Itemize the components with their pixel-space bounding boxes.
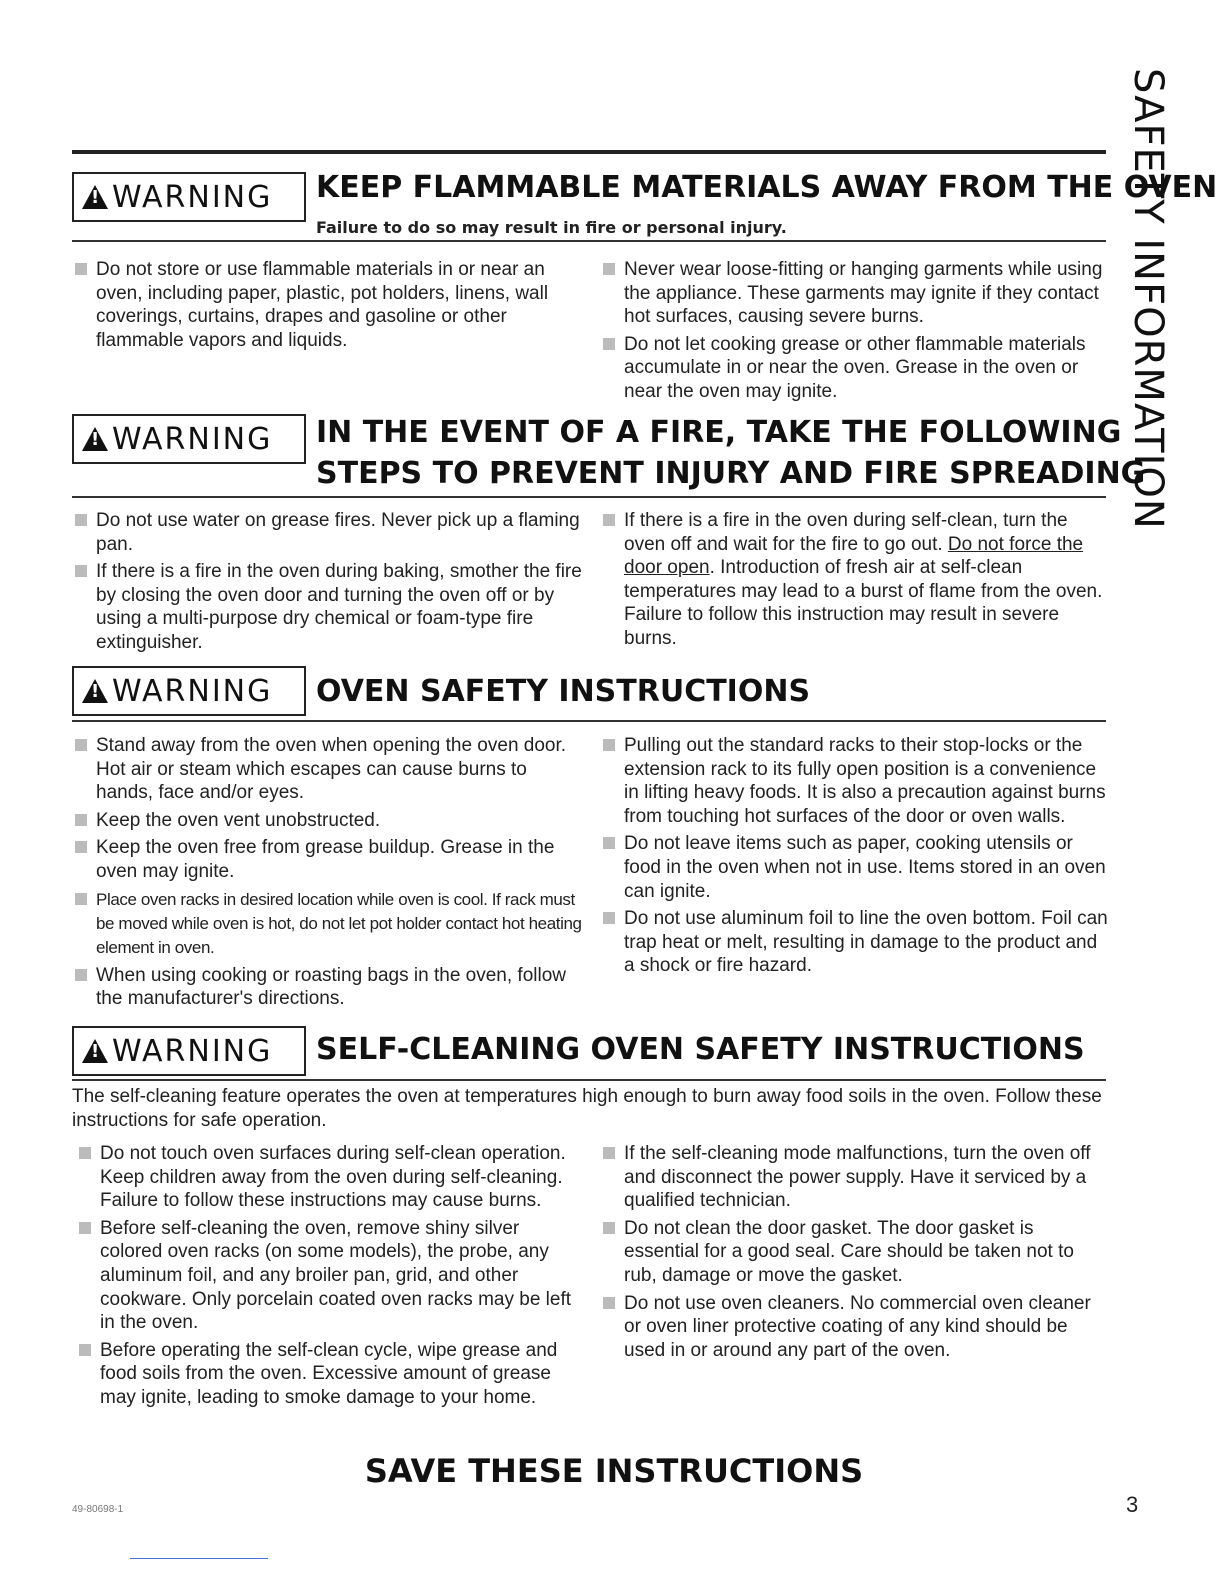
section-4-left-column <box>76 1142 582 1414</box>
section-4-right-column <box>600 1142 1110 1366</box>
section-subheading: Failure to do so may result in fire or personal injury. <box>316 218 787 237</box>
warning-box <box>72 1026 306 1076</box>
list-item: Keep the oven free from grease buildup. Grease in the oven may ignite. <box>72 836 582 883</box>
list-item: Do not let cooking grease or other flammable materials accumulate in or near the oven. Grease in the oven or near the oven may ignite. <box>600 333 1110 404</box>
list-item: Do not store or use flammable materials in or near an oven, including paper, plastic, pot holders, linens, wall coverings, curtains, drapes and gasoline or other flammable vapors and liquids. <box>72 258 582 352</box>
list-item: Do not touch oven surfaces during self-clean operation. Keep children away from the oven during self-cleaning. Failure to follow these instructions may cause burns. <box>76 1142 582 1213</box>
list-item <box>600 509 1110 651</box>
scan-mark-line <box>130 1558 268 1559</box>
item-text: If there is a fire in the oven during self-clean, turn the oven off and wait for the fire to go out. <box>624 510 1068 555</box>
section-heading-line-2: STEPS TO PREVENT INJURY AND FIRE SPREADING <box>316 456 1146 491</box>
section-rule <box>72 240 1106 242</box>
section-2-right-column <box>600 509 1110 655</box>
section-2-left-column <box>72 509 582 659</box>
list-item: If the self-cleaning mode malfunctions, turn the oven off and disconnect the power supply. Have it serviced by a qualified technician. <box>600 1142 1110 1213</box>
list-item: Place oven racks in desired location while oven is cool. If rack must be moved while oven is hot, do not let pot holder contact hot heating element in oven. <box>72 888 582 960</box>
self-clean-intro: The self-cleaning feature operates the oven at temperatures high enough to burn away food soils in the oven. Follow these instructions for safe operation. <box>72 1086 1102 1131</box>
warning-triangle-icon <box>82 679 108 703</box>
list-item: Pulling out the standard racks to their stop-locks or the extension rack to its fully open position is a convenience in lifting heavy foods. It is also a precaution against burns from touching hot surfaces of the door or oven walls. <box>600 734 1110 828</box>
section-rule <box>72 720 1106 722</box>
section-rule <box>72 1079 1106 1081</box>
section-3-left-column <box>72 734 582 1015</box>
list-item: Do not clean the door gasket. The door gasket is essential for a good seal. Care should be taken not to rub, damage or move the gasket. <box>600 1217 1110 1288</box>
warning-triangle-icon <box>82 1039 108 1063</box>
list-item: Never wear loose-fitting or hanging garments while using the appliance. These garments may ignite if they contact hot surfaces, causing severe burns. <box>600 258 1110 329</box>
section-heading-line-1: IN THE EVENT OF A FIRE, TAKE THE FOLLOWING <box>316 415 1122 450</box>
side-tab-safety-information: SAFETY INFORMATION <box>1125 68 1171 530</box>
warning-box <box>72 414 306 464</box>
warning-box <box>72 666 306 716</box>
section-3-right-column <box>600 734 1110 982</box>
section-1-left-column <box>72 258 582 356</box>
warning-label: WARNING <box>112 673 273 709</box>
list-item: Do not use oven cleaners. No commercial oven cleaner or oven liner protective coating of any kind should be used in or around any part of the oven. <box>600 1292 1110 1363</box>
list-item: If there is a fire in the oven during baking, smother the fire by closing the oven door and turning the oven off or by using a multi-purpose dry chemical or foam-type fire extinguisher. <box>72 560 582 654</box>
warning-triangle-icon <box>82 427 108 451</box>
section-heading: OVEN SAFETY INSTRUCTIONS <box>316 674 811 709</box>
page-number: 3 <box>1126 1492 1139 1517</box>
section-heading: SELF-CLEANING OVEN SAFETY INSTRUCTIONS <box>316 1032 1085 1067</box>
save-instructions-footer <box>0 1452 1224 1490</box>
section-rule <box>72 496 1106 498</box>
list-item: Before operating the self-clean cycle, wipe grease and food soils from the oven. Excessive amount of grease may ignite, leading to smoke damage to your home. <box>76 1339 582 1410</box>
warning-box <box>72 172 306 222</box>
save-instructions-text: SAVE THESE INSTRUCTIONS <box>364 1452 864 1490</box>
document-code: 49-80698-1 <box>72 1504 124 1515</box>
warning-label: WARNING <box>112 1033 273 1069</box>
section-heading: KEEP FLAMMABLE MATERIALS AWAY FROM THE OVEN <box>316 170 1218 205</box>
list-item: Do not use water on grease fires. Never pick up a flaming pan. <box>72 509 582 556</box>
underlined-warning: Do not force the door open <box>624 533 1084 579</box>
list-item: Keep the oven vent unobstructed. <box>72 809 582 833</box>
warning-label: WARNING <box>112 421 273 457</box>
list-item: Before self-cleaning the oven, remove shiny silver colored oven racks (on some models), the probe, any aluminum foil, and any broiler pan, grid, and other cookware. Only porcelain coated oven racks may be left in the oven. <box>76 1217 582 1335</box>
list-item: Do not leave items such as paper, cooking utensils or food in the oven when not in use. Items stored in an oven can ignite. <box>600 832 1110 903</box>
section-1-right-column <box>600 258 1110 408</box>
section-rule <box>72 150 1106 154</box>
warning-triangle-icon <box>82 185 108 209</box>
list-item: Do not use aluminum foil to line the oven bottom. Foil can trap heat or melt, resulting in damage to the product and a shock or fire hazard. <box>600 907 1110 978</box>
item-text: . Introduction of fresh air at self-clean temperatures may lead to a burst of flame from the oven. Failure to follow this instruction may result in severe burns. <box>624 557 1103 649</box>
list-item: Stand away from the oven when opening the oven door. Hot air or steam which escapes can cause burns to hands, face and/or eyes. <box>72 734 582 805</box>
list-item: When using cooking or roasting bags in the oven, follow the manufacturer's directions. <box>72 964 582 1011</box>
warning-label: WARNING <box>112 179 273 215</box>
